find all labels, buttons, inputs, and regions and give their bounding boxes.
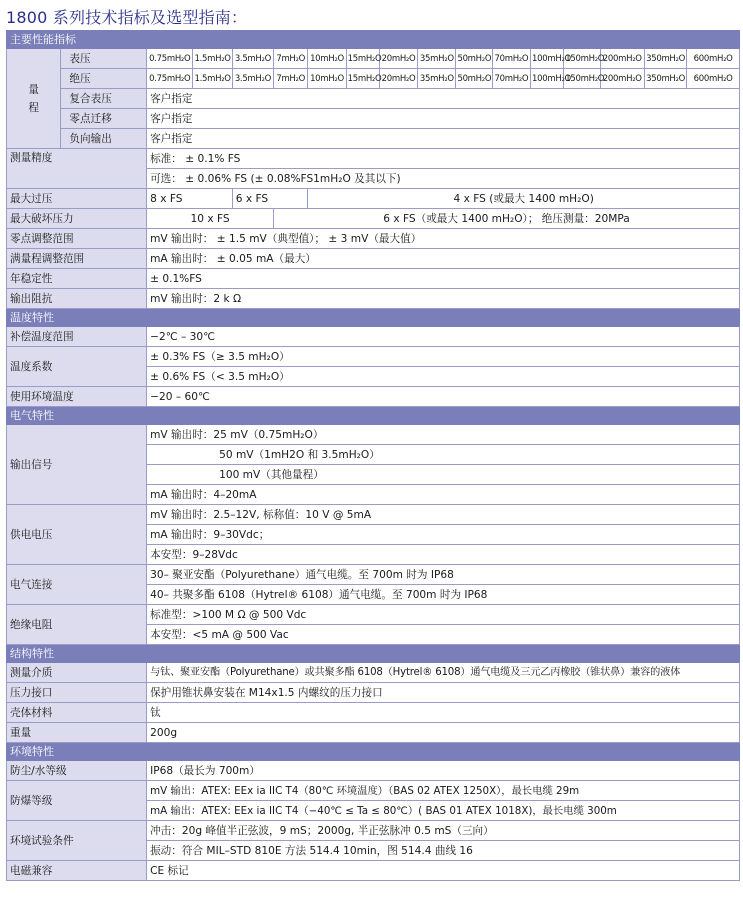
section-temperature	[7, 309, 740, 327]
range-cell: 20mH₂O	[379, 69, 417, 89]
overpressure-label: 最大过压	[7, 189, 147, 209]
range-gauge-row	[7, 49, 740, 69]
range-cell: 7mH₂O	[274, 49, 308, 69]
housing-value: 钛	[147, 703, 740, 723]
test-value-1: 冲击：20g 峰值半正弦波，9 mS；2000g, 半正弦脉冲 0.5 mS（三向）	[147, 821, 740, 841]
burst-value-2: 6 x FS（或最大 1400 mH₂O）； 绝压测量：20MPa	[274, 209, 740, 229]
supply-value-2: mA 输出时：9–30Vdc；	[147, 525, 740, 545]
ex-value-1: mV 输出：ATEX: EEx ia IIC T4（80℃ 环境温度）（BAS 02 ATEX 1250X），最长电缆 29m	[147, 781, 740, 801]
connection-label: 电气连接	[7, 565, 147, 605]
output-label: 输出信号	[7, 425, 147, 505]
section-electrical	[7, 407, 740, 425]
test-value-2: 振动：符合 MIL–STD 810E 方法 514.4 10min，图 514.4 曲线 16	[147, 841, 740, 861]
connection-value-2: 40– 共聚多酯 6108（Hytrel® 6108）通气电缆。至 700m 时为 IP68	[147, 585, 740, 605]
range-cell: 35mH₂O	[418, 49, 456, 69]
section-title: 环境特性	[7, 743, 740, 761]
span-adjust-value: mA 输出时： ± 0.05 mA（最大）	[147, 249, 740, 269]
housing-row	[7, 703, 740, 723]
range-cell: 3.5mH₂O	[232, 49, 273, 69]
supply-value-3: 本安型：9–28Vdc	[147, 545, 740, 565]
temp-coef-1: ± 0.3% FS（≥ 3.5 mH₂O）	[147, 347, 740, 367]
ex-label: 防爆等级	[7, 781, 147, 821]
range-cell: 70mH₂O	[492, 49, 530, 69]
ip-label: 防尘/水等级	[7, 761, 147, 781]
burst-value-1: 10 x FS	[147, 209, 274, 229]
range-zero-shift-row	[7, 109, 740, 129]
accuracy-label: 测量精度	[7, 149, 147, 189]
media-label: 测量介质	[7, 663, 147, 683]
emc-value: CE 标记	[147, 861, 740, 881]
insulation-value-2: 本安型：<5 mA @ 500 Vac	[147, 625, 740, 645]
temp-comp-label: 补偿温度范围	[7, 327, 147, 347]
temp-env-row	[7, 387, 740, 407]
ip-value: IP68（最长为 700m）	[147, 761, 740, 781]
test-label: 环境试验条件	[7, 821, 147, 861]
range-compound-row	[7, 89, 740, 109]
range-cell: 600mH₂O	[687, 49, 740, 69]
test-row-1	[7, 821, 740, 841]
range-absolute-row	[7, 69, 740, 89]
overpressure-value-3: 4 x FS (或最大 1400 mH₂O)	[308, 189, 740, 209]
accuracy-standard: 标准： ± 0.1% FS	[147, 149, 740, 169]
compound-label: 复合表压	[61, 89, 147, 109]
connection-row-1	[7, 565, 740, 585]
range-cell: 100mH₂O	[531, 49, 564, 69]
negative-value: 客户指定	[147, 129, 740, 149]
negative-label: 负向输出	[61, 129, 147, 149]
range-cell: 150mH₂O	[564, 49, 600, 69]
port-label: 压力接口	[7, 683, 147, 703]
temp-coef-2: ± 0.6% FS（< 3.5 mH₂O）	[147, 367, 740, 387]
insulation-value-1: 标准型：>100 M Ω @ 500 Vdc	[147, 605, 740, 625]
temp-comp-value: −2℃ – 30℃	[147, 327, 740, 347]
ip-row	[7, 761, 740, 781]
supply-label: 供电电压	[7, 505, 147, 565]
stability-label: 年稳定性	[7, 269, 147, 289]
section-title: 主要性能指标	[7, 31, 740, 49]
range-cell: 350mH₂O	[644, 49, 686, 69]
range-cell: 0.75mH₂O	[147, 69, 193, 89]
section-environment	[7, 743, 740, 761]
section-title: 电气特性	[7, 407, 740, 425]
range-cell: 100mH₂O	[531, 69, 564, 89]
insulation-label: 绝缘电阻	[7, 605, 147, 645]
emc-label: 电磁兼容	[7, 861, 147, 881]
range-cell: 350mH₂O	[644, 69, 686, 89]
housing-label: 壳体材料	[7, 703, 147, 723]
impedance-label: 输出阻抗	[7, 289, 147, 309]
range-cell: 600mH₂O	[687, 69, 740, 89]
overpressure-value-1: 8 x FS	[147, 189, 233, 209]
port-row	[7, 683, 740, 703]
temp-coef-row	[7, 347, 740, 367]
weight-value: 200g	[147, 723, 740, 743]
range-cell: 50mH₂O	[456, 69, 492, 89]
media-row	[7, 663, 740, 683]
port-value: 保护用锥状鼻安装在 M14x1.5 内螺纹的压力接口	[147, 683, 740, 703]
impedance-row	[7, 289, 740, 309]
output-value-1: mV 输出时：25 mV（0.75mH₂O）	[147, 425, 740, 445]
section-structure	[7, 645, 740, 663]
overpressure-row	[7, 189, 740, 209]
range-cell: 20mH₂O	[379, 49, 417, 69]
weight-label: 重量	[7, 723, 147, 743]
range-cell: 200mH₂O	[600, 69, 644, 89]
insulation-row-1	[7, 605, 740, 625]
range-cell: 50mH₂O	[456, 49, 492, 69]
range-cell: 1.5mH₂O	[193, 69, 232, 89]
ex-value-2: mA 输出：ATEX: EEx ia IIC T4（−40℃ ≤ Ta ≤ 80℃）( BAS 01 ATEX 1018X)，最长电缆 300m	[147, 801, 740, 821]
accuracy-row	[7, 149, 740, 169]
absolute-label: 绝压	[61, 69, 147, 89]
stability-row	[7, 269, 740, 289]
gauge-label: 表压	[61, 49, 147, 69]
range-cell: 10mH₂O	[308, 69, 346, 89]
spec-table	[6, 30, 740, 881]
overpressure-value-2: 6 x FS	[232, 189, 308, 209]
output-value-4: mA 输出时：4–20mA	[147, 485, 740, 505]
stability-value: ± 0.1%FS	[147, 269, 740, 289]
section-title: 结构特性	[7, 645, 740, 663]
range-category: 量 程	[7, 49, 61, 149]
temp-env-value: −20 – 60℃	[147, 387, 740, 407]
section-title: 温度特性	[7, 309, 740, 327]
temp-env-label: 使用环境温度	[7, 387, 147, 407]
supply-row-1	[7, 505, 740, 525]
compound-value: 客户指定	[147, 89, 740, 109]
range-negative-row	[7, 129, 740, 149]
range-cell: 200mH₂O	[600, 49, 644, 69]
span-adjust-label: 满量程调整范围	[7, 249, 147, 269]
range-cell: 7mH₂O	[274, 69, 308, 89]
connection-value-1: 30– 聚亚安酯（Polyurethane）通气电缆。至 700m 时为 IP68	[147, 565, 740, 585]
zero-shift-value: 客户指定	[147, 109, 740, 129]
zero-shift-label: 零点迁移	[61, 109, 147, 129]
range-cell: 10mH₂O	[308, 49, 346, 69]
zero-adjust-label: 零点调整范围	[7, 229, 147, 249]
output-value-3: 100 mV（其他量程）	[147, 465, 740, 485]
burst-row	[7, 209, 740, 229]
range-cell: 1.5mH₂O	[193, 49, 232, 69]
ex-row-1	[7, 781, 740, 801]
weight-row	[7, 723, 740, 743]
section-performance	[7, 31, 740, 49]
page-title: 1800 系列技术指标及选型指南：	[6, 8, 248, 27]
temp-coef-label: 温度系数	[7, 347, 147, 387]
output-row-1	[7, 425, 740, 445]
range-cell: 15mH₂O	[346, 69, 379, 89]
accuracy-optional: 可选： ± 0.06% FS (± 0.08%FS1mH₂O 及其以下)	[147, 169, 740, 189]
range-cell: 70mH₂O	[492, 69, 530, 89]
media-value: 与钛、聚亚安酯（Polyurethane）或共聚多酯 6108（Hytrel® 6108）通气电缆及三元乙丙橡胶（锥状鼻）兼容的液体	[147, 663, 740, 683]
supply-value-1: mV 输出时：2.5–12V, 标称值：10 V @ 5mA	[147, 505, 740, 525]
temp-comp-row	[7, 327, 740, 347]
zero-adjust-row	[7, 229, 740, 249]
burst-label: 最大破坏压力	[7, 209, 147, 229]
zero-adjust-value: mV 输出时： ± 1.5 mV（典型值）； ± 3 mV（最大值）	[147, 229, 740, 249]
range-cell: 150mH₂O	[564, 69, 600, 89]
range-cell: 3.5mH₂O	[232, 69, 273, 89]
range-cell: 0.75mH₂O	[147, 49, 193, 69]
range-cell: 15mH₂O	[346, 49, 379, 69]
span-adjust-row	[7, 249, 740, 269]
range-cell: 35mH₂O	[418, 69, 456, 89]
emc-row	[7, 861, 740, 881]
output-value-2: 50 mV（1mH2O 和 3.5mH₂O）	[147, 445, 740, 465]
impedance-value: mV 输出时：2 k Ω	[147, 289, 740, 309]
